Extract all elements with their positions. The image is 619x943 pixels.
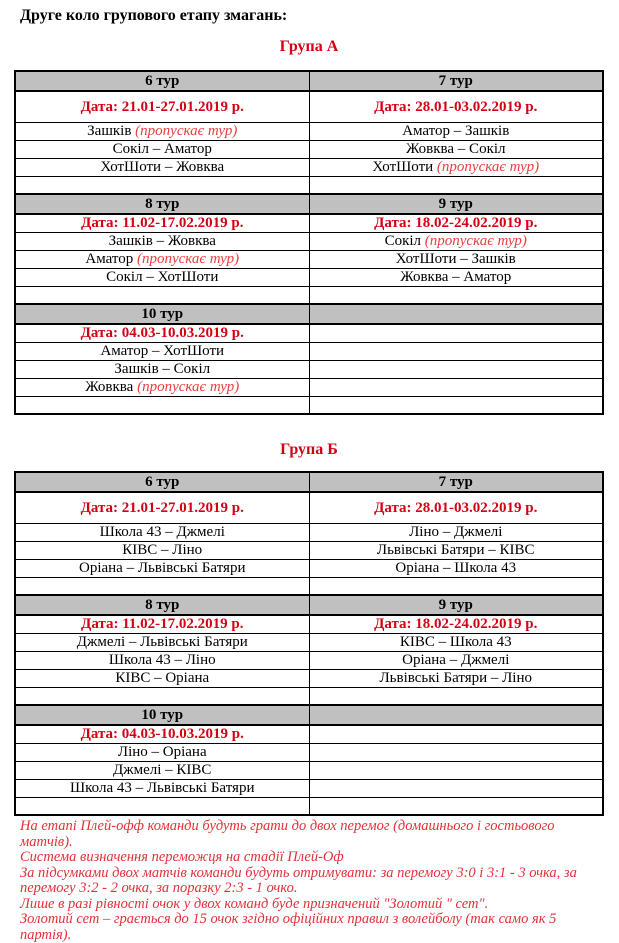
match-text: Ліно – Оріана: [117, 744, 207, 760]
note-line: Лише в разі рівності очок у двох команд буде призначений "Золотий " сет".: [20, 895, 489, 912]
match-text: Сокіл – Аматор: [112, 141, 212, 157]
cell-right: [309, 725, 603, 744]
cell-right: [309, 670, 603, 688]
table-row-match: [15, 524, 603, 542]
cell-right: [309, 780, 603, 798]
match-text: Джмелі – КІВС: [113, 762, 212, 778]
cell-left: [15, 159, 309, 177]
table-row-match: [15, 762, 603, 780]
cell-right: [309, 304, 603, 324]
match-text: Школа 43 – Ліно: [108, 652, 216, 668]
cell-left: Дата: 21.01-27.01.2019 р.: [15, 492, 309, 524]
table-row-spacer: [15, 287, 603, 305]
table-row-date: [15, 615, 603, 634]
cell-left: [15, 141, 309, 159]
cell-left: 10 тур: [15, 304, 309, 324]
cell-left: 6 тур: [15, 71, 309, 91]
cell-left: [15, 524, 309, 542]
table-row-match: [15, 634, 603, 652]
cell-right: 9 тур: [309, 194, 603, 214]
cell-right: [309, 634, 603, 652]
match-text: Сокіл: [384, 233, 422, 249]
cell-right: [309, 287, 603, 305]
table-row-match: [15, 670, 603, 688]
match-text: Зашків – Жовква: [108, 233, 216, 249]
match-text: Оріана – Школа 43: [395, 560, 517, 576]
table-row-spacer: [15, 177, 603, 195]
cell-left: [15, 379, 309, 397]
cell-right: 7 тур: [309, 472, 603, 492]
table-row-header: [15, 304, 603, 324]
cell-right: Дата: 18.02-24.02.2019 р.: [309, 615, 603, 634]
match-text: Жовква – Аматор: [400, 269, 512, 285]
cell-left: [15, 634, 309, 652]
cell-left: 8 тур: [15, 595, 309, 615]
cell-left: [15, 542, 309, 560]
note-line: На етапі Плей-офф команди будуть грати до двох перемог (домашнього і гостьового матчів).: [20, 818, 555, 850]
table-row-date: [15, 492, 603, 524]
match-text: Джмелі – Львівські Батяри: [76, 634, 248, 650]
cell-left: [15, 251, 309, 269]
document-page: [0, 7, 619, 943]
table-row-match: [15, 159, 603, 177]
cell-right: [309, 560, 603, 578]
cell-right: Дата: 28.01-03.02.2019 р.: [309, 91, 603, 123]
cell-right: [309, 343, 603, 361]
match-text: КІВС – Школа 43: [399, 634, 512, 650]
cell-right: [309, 397, 603, 415]
table-row-header: [15, 194, 603, 214]
match-text: ХотШоти: [372, 159, 434, 175]
cell-right: [309, 762, 603, 780]
cell-left: [15, 762, 309, 780]
table-row-spacer: [15, 397, 603, 415]
cell-left: [15, 397, 309, 415]
match-text: Зашків: [87, 123, 132, 139]
cell-right: [309, 542, 603, 560]
table-row-spacer: [15, 798, 603, 816]
table-row-match: [15, 744, 603, 762]
page-title: Друге коло групового етапу змагань:: [20, 7, 288, 24]
cell-right: [309, 269, 603, 287]
table-row-match: [15, 780, 603, 798]
table-row-header: [15, 705, 603, 725]
table-row-date: [15, 91, 603, 123]
cell-right: [309, 233, 603, 251]
cell-left: [15, 287, 309, 305]
match-text: Жовква: [85, 379, 134, 395]
cell-right: [309, 578, 603, 596]
cell-left: Дата: 21.01-27.01.2019 р.: [15, 91, 309, 123]
cell-left: [15, 123, 309, 141]
table-row-header: [15, 71, 603, 91]
note-line: Система визначення переможця на стадії Плей-Оф: [20, 849, 344, 865]
skip-round-note: (пропускає тур): [421, 233, 527, 249]
match-text: Сокіл – ХотШоти: [106, 269, 219, 285]
cell-left: 6 тур: [15, 472, 309, 492]
cell-right: [309, 744, 603, 762]
cell-right: [309, 652, 603, 670]
schedule-table-group-b: [14, 471, 604, 816]
cell-left: [15, 780, 309, 798]
cell-right: [309, 379, 603, 397]
table-row-match: [15, 542, 603, 560]
match-text: Аматор – Зашків: [402, 123, 510, 139]
skip-round-note: (пропускає тур): [131, 123, 238, 139]
match-text: ХотШоти – Зашків: [395, 251, 516, 267]
cell-right: [309, 798, 603, 816]
table-row-match: [15, 123, 603, 141]
cell-right: 9 тур: [309, 595, 603, 615]
cell-left: [15, 688, 309, 706]
cell-right: [309, 159, 603, 177]
cell-left: 8 тур: [15, 194, 309, 214]
table-row-header: [15, 595, 603, 615]
cell-left: [15, 578, 309, 596]
table-row-match: [15, 560, 603, 578]
cell-right: [309, 361, 603, 379]
table-row-match: [15, 361, 603, 379]
match-text: Жовква – Сокіл: [405, 141, 506, 157]
table-row-match: [15, 251, 603, 269]
skip-round-note: (пропускає тур): [133, 379, 240, 395]
playoff-notes: [20, 819, 602, 943]
cell-left: [15, 343, 309, 361]
cell-left: Дата: 04.03-10.03.2019 р.: [15, 324, 309, 343]
cell-left: 10 тур: [15, 705, 309, 725]
cell-right: [309, 705, 603, 725]
table-row-match: [15, 379, 603, 397]
cell-right: 7 тур: [309, 71, 603, 91]
table-row-date: [15, 324, 603, 343]
cell-right: [309, 123, 603, 141]
cell-left: [15, 177, 309, 195]
cell-left: [15, 361, 309, 379]
cell-left: [15, 744, 309, 762]
match-text: КІВС – Оріана: [115, 670, 210, 686]
match-text: Ліно – Джмелі: [409, 524, 503, 540]
group-a-title: Група А: [279, 38, 339, 55]
match-text: Аматор: [85, 251, 134, 267]
note-line: Золотий сет – грається до 15 очок згідно офіційних правил з волейболу (так само як 5 партія).: [20, 911, 557, 943]
table-row-match: [15, 652, 603, 670]
match-text: Львівські Батяри – КІВС: [376, 542, 535, 558]
cell-left: [15, 670, 309, 688]
match-text: Школа 43 – Львівські Батяри: [70, 780, 255, 796]
table-row-spacer: [15, 578, 603, 596]
match-text: Оріана – Львівські Батяри: [79, 560, 246, 576]
match-text: Оріана – Джмелі: [402, 652, 510, 668]
note-line: За підсумками двох матчів команди будуть отримувати: за перемогу 3:0 і 3:1 - 3 очка, за перемогу 3:2 - 2 очка, за поразку 2:3 - 1 очко.: [20, 864, 577, 896]
cell-right: [309, 324, 603, 343]
cell-left: Дата: 11.02-17.02.2019 р.: [15, 615, 309, 634]
match-text: Львівські Батяри – Ліно: [379, 670, 532, 686]
cell-right: [309, 524, 603, 542]
skip-round-note: (пропускає тур): [133, 251, 240, 267]
table-row-match: [15, 269, 603, 287]
cell-left: [15, 652, 309, 670]
cell-left: [15, 269, 309, 287]
cell-left: Дата: 11.02-17.02.2019 р.: [15, 214, 309, 233]
match-text: Школа 43 – Джмелі: [99, 524, 225, 540]
schedule-table-group-a: [14, 70, 604, 415]
cell-left: [15, 560, 309, 578]
cell-left: [15, 233, 309, 251]
skip-round-note: (пропускає тур): [433, 159, 540, 175]
cell-right: [309, 141, 603, 159]
match-text: Аматор – ХотШоти: [100, 343, 225, 359]
table-row-date: [15, 214, 603, 233]
cell-right: [309, 177, 603, 195]
table-row-match: [15, 233, 603, 251]
table-row-match: [15, 141, 603, 159]
group-b-title: Група Б: [280, 441, 338, 458]
table-row-spacer: [15, 688, 603, 706]
cell-right: Дата: 28.01-03.02.2019 р.: [309, 492, 603, 524]
table-row-date: [15, 725, 603, 744]
match-text: КІВС – Ліно: [122, 542, 203, 558]
match-text: Зашків – Сокіл: [114, 361, 211, 377]
match-text: ХотШоти – Жовква: [100, 159, 225, 175]
table-row-match: [15, 343, 603, 361]
cell-left: Дата: 04.03-10.03.2019 р.: [15, 725, 309, 744]
cell-right: [309, 251, 603, 269]
cell-left: [15, 798, 309, 816]
cell-right: [309, 688, 603, 706]
cell-right: Дата: 18.02-24.02.2019 р.: [309, 214, 603, 233]
table-row-header: [15, 472, 603, 492]
